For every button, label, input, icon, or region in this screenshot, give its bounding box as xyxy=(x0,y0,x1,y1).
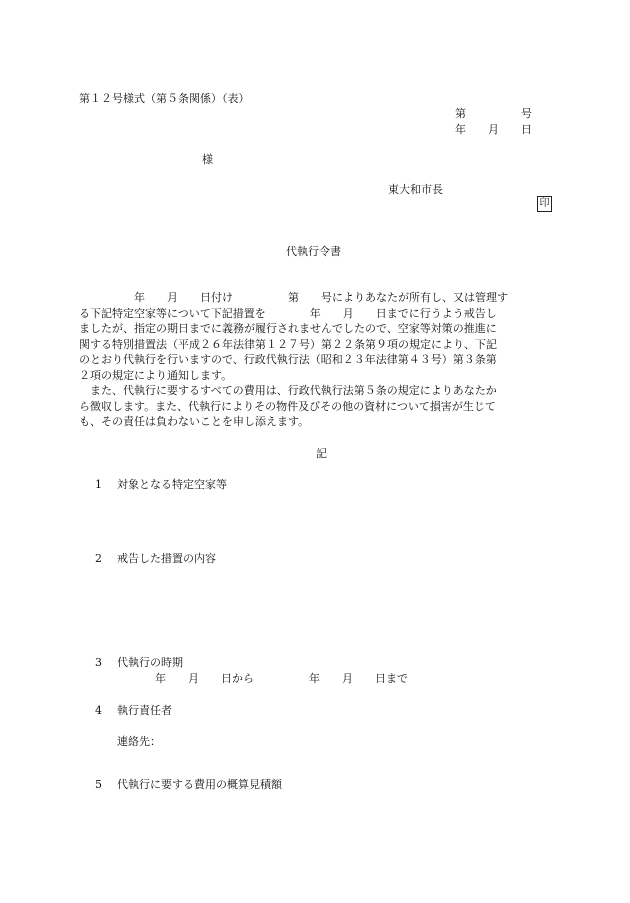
issuer: 東大和市長 xyxy=(388,183,443,196)
body-line: 年 月 日付け 第 号によりあなたが所有し、又は管理す xyxy=(79,291,508,304)
addressee: 様 xyxy=(202,153,213,166)
body-line: も、その責任は負わないことを申し添えます。 xyxy=(79,415,310,428)
body-paragraph-1 xyxy=(79,290,554,383)
body-line: ら徴収します。また、代執行によりその物件及びその他の資材について損害が生じて xyxy=(79,399,496,413)
seal-stamp: 印 xyxy=(537,196,552,212)
item-3-label: 代執行の時期 xyxy=(117,656,183,669)
page-title: 代執行令書 xyxy=(286,245,341,258)
item-1-number: 1 xyxy=(95,478,102,491)
body-line: ましたが、指定の期日までに義務が履行されませんでしたので、空家等対策の推進に xyxy=(79,322,497,335)
body-line: 関する特別措置法（平成２６年法律第１２７号）第２２条第９項の規定により、下記 xyxy=(79,337,497,351)
document-date: 年 月 日 xyxy=(455,123,532,136)
item-2-label: 戒告した措置の内容 xyxy=(117,552,216,565)
item-5-label: 代執行に要する費用の概算見積額 xyxy=(117,778,282,791)
item-4-label: 執行責任者 xyxy=(117,704,172,717)
item-3-number: 3 xyxy=(95,656,102,669)
contact-label: 連絡先： xyxy=(117,735,161,748)
ki-heading: 記 xyxy=(316,447,327,460)
execution-period: 年 月 日から 年 月 日まで xyxy=(155,672,408,685)
document-number: 第 号 xyxy=(455,107,532,120)
form-title: 第１２号様式（第５条関係）（表） xyxy=(79,92,250,105)
body-line: る下記特定空家等について下記措置を 年 月 日までに行うよう戒告し xyxy=(79,306,497,320)
body-line: ２項の規定により通知します。 xyxy=(79,368,233,382)
body-line: のとおり代執行を行いますので、行政代執行法（昭和２３年法律第４３号）第３条第 xyxy=(79,353,497,366)
item-2-number: 2 xyxy=(95,552,102,565)
body-line: また、代執行に要するすべての費用は、行政代執行法第５条の規定によりあなたか xyxy=(79,384,497,397)
item-4-number: 4 xyxy=(95,704,102,717)
body-paragraph-2 xyxy=(79,383,554,430)
item-5-number: 5 xyxy=(95,778,102,791)
item-1-label: 対象となる特定空家等 xyxy=(117,478,227,491)
